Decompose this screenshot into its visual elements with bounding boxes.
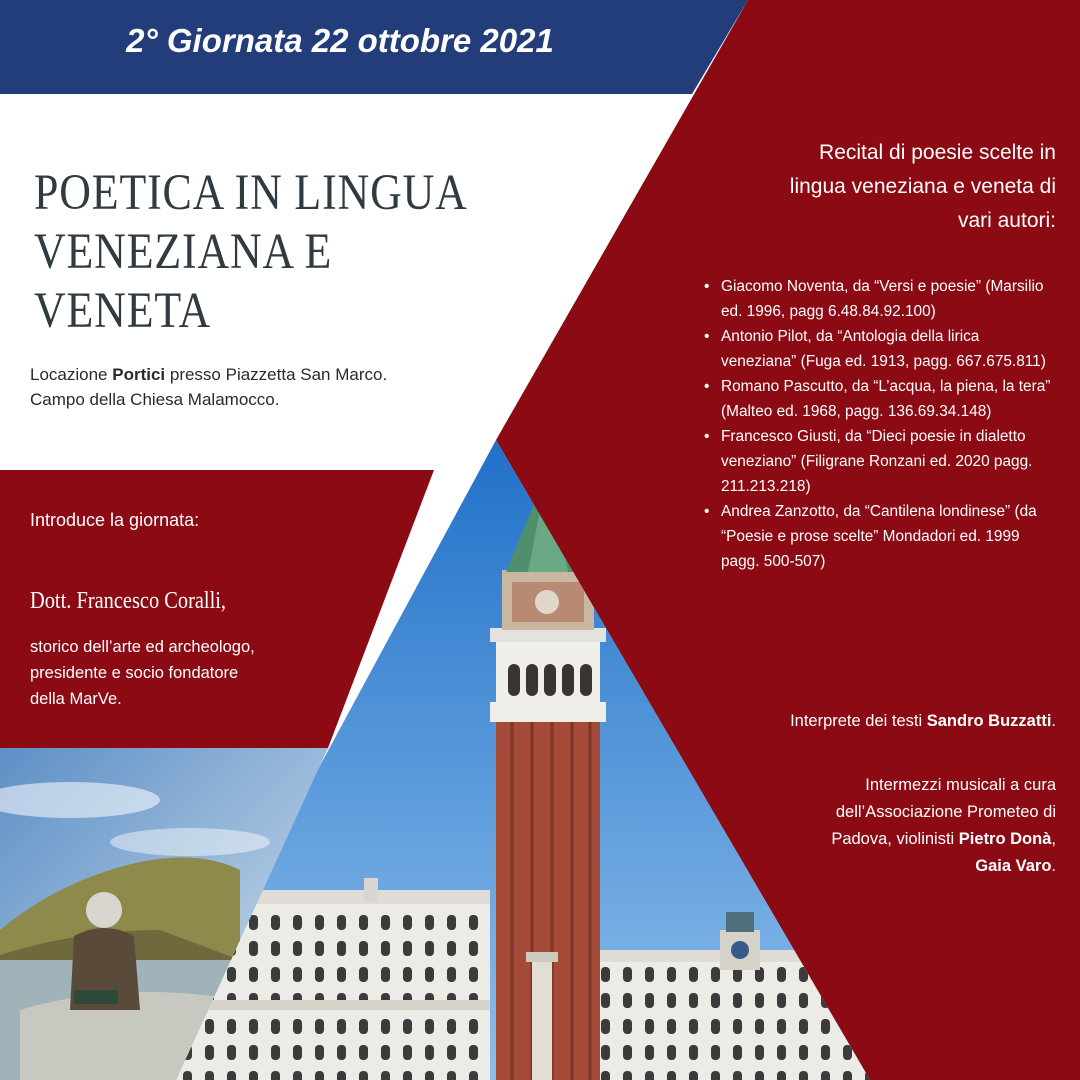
bullet-icon: •	[704, 503, 710, 520]
speaker-role	[30, 634, 320, 712]
music-info: Intermezzi musicali a cura dell’Associazione Prometeo di Padova, violinisti Pietro Donà, Gaia Varo.	[831, 776, 1056, 875]
author-item: • Giacomo Noventa, da “Versi e poesie” (Marsilio ed. 1996, pagg 6.48.84.92.100)	[704, 274, 1054, 324]
bullet-icon: •	[704, 378, 710, 395]
recital-heading-line: lingua veneziana e veneta di	[789, 175, 1056, 198]
author-item: • Francesco Giusti, da “Dieci poesie in dialetto veneziano” (Filigrane Ronzani ed. 2020 pagg. 211.213.218)	[704, 424, 1054, 499]
location-prefix: Locazione	[30, 365, 113, 384]
author-item: • Andrea Zanzotto, da “Cantilena londinese” (da “Poesie e prose scelte” Mondadori ed. 1999 pagg. 500-507)	[704, 499, 1054, 574]
title-line-1: POETICA IN LINGUA	[34, 165, 468, 221]
recital-heading-line: vari autori:	[957, 209, 1056, 232]
recital-heading	[690, 136, 1056, 238]
bullet-icon: •	[704, 278, 710, 295]
title-line-2: VENEZIANA E VENETA	[34, 224, 333, 339]
author-item: • Romano Pascutto, da “L’acqua, la piena, la tera” (Malteo ed. 1968, pagg. 136.69.34.148)	[704, 374, 1054, 424]
location-info	[30, 362, 470, 412]
location-line-2: Campo della Chiesa Malamocco.	[30, 390, 280, 409]
location-line-1	[30, 362, 470, 387]
performer-name: Sandro Buzzatti	[926, 712, 1052, 730]
poster-title	[34, 164, 481, 341]
author-item: • Antonio Pilot, da “Antologia della lirica veneziana” (Fuga ed. 1913, pagg. 667.675.811)	[704, 324, 1054, 374]
recital-heading-line: Recital di poesie scelte in	[819, 141, 1056, 164]
violinist-name: Pietro Donà	[958, 830, 1052, 848]
violinist-name: Gaia Varo	[975, 857, 1052, 875]
speaker-name: Dott. Francesco Coralli,	[30, 588, 227, 614]
bullet-icon: •	[704, 328, 710, 345]
authors-list	[704, 274, 1054, 574]
location-suffix: presso Piazzetta San Marco.	[165, 365, 388, 384]
speaker-role-line: presidente e socio fondatore	[30, 664, 239, 682]
speaker-role-line: storico dell’arte ed archeologo,	[30, 638, 255, 656]
location-place: Portici	[112, 365, 166, 384]
bullet-icon: •	[704, 428, 710, 445]
event-date: 2° Giornata 22 ottobre 2021	[126, 22, 554, 59]
speaker-role-line: della MarVe.	[30, 690, 122, 708]
intro-label: Introduce la giornata:	[30, 510, 200, 530]
performer-info: Interprete dei testi Sandro Buzzatti.	[790, 712, 1056, 730]
